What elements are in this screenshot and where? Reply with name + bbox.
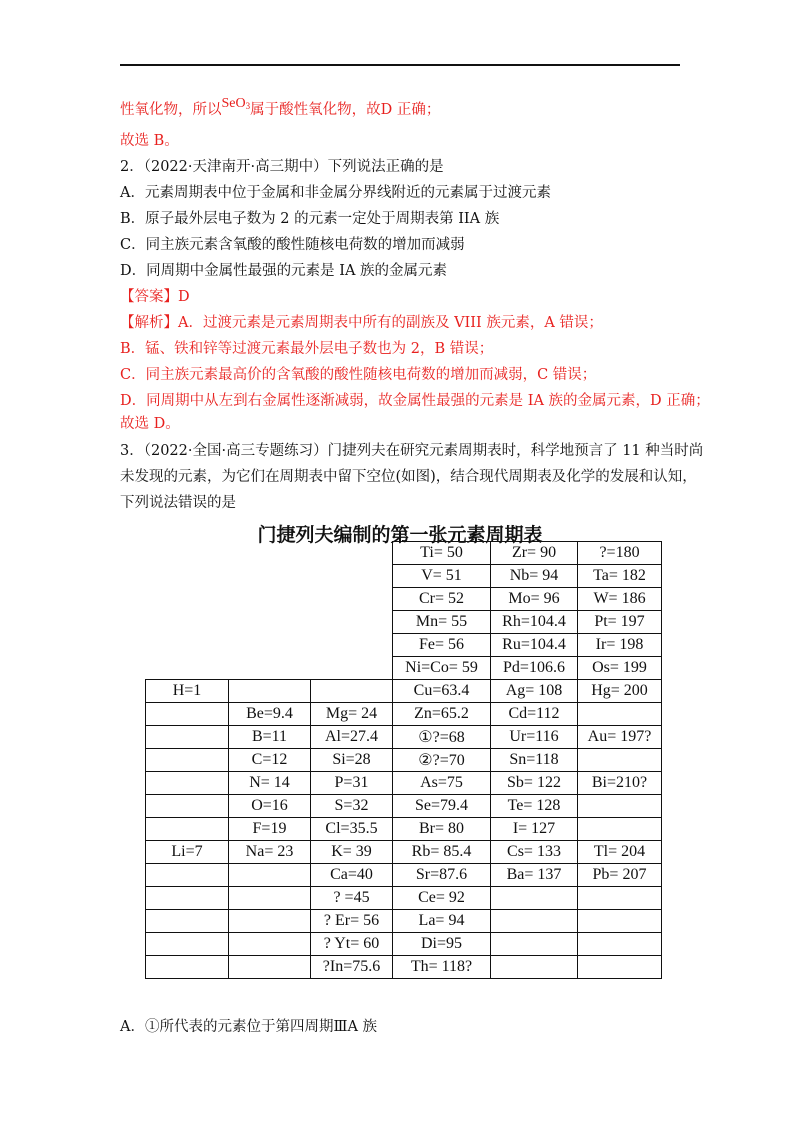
table-row xyxy=(146,933,662,956)
q3-stem-line3: 下列说法错误的是 xyxy=(120,495,236,511)
table-cell: Fe= 56 xyxy=(393,634,491,657)
table-cell xyxy=(146,910,229,933)
table-blank-cell xyxy=(229,657,311,680)
table-cell: Ti= 50 xyxy=(393,542,491,565)
q3-stem-line2: 未发现的元素，为它们在周期表中留下空位(如图)，结合现代周期表及化学的发展和认知， xyxy=(120,469,697,485)
table-cell: Ta= 182 xyxy=(578,565,662,588)
table-cell: V= 51 xyxy=(393,565,491,588)
table-cell: Sn=118 xyxy=(491,749,578,772)
table-cell: As=75 xyxy=(393,772,491,795)
answer-tag: 【答案】 xyxy=(120,289,178,305)
table-cell xyxy=(229,887,311,910)
table-row xyxy=(146,542,662,565)
table-cell: Mn= 55 xyxy=(393,611,491,634)
q2-analysis-a: 【解析】A．过渡元素是元素周期表中所有的副族及 VIII 族元素，A 错误； xyxy=(120,315,603,331)
table-row xyxy=(146,864,662,887)
table-row xyxy=(146,680,662,703)
table-row xyxy=(146,726,662,749)
table-cell xyxy=(146,933,229,956)
table-cell xyxy=(146,864,229,887)
table-row xyxy=(146,611,662,634)
table-cell xyxy=(578,818,662,841)
table-blank-cell xyxy=(146,634,229,657)
table-cell: ?=180 xyxy=(578,542,662,565)
table-cell: ②?=70 xyxy=(393,749,491,772)
table-cell xyxy=(146,726,229,749)
table-blank-cell xyxy=(311,565,393,588)
table-row xyxy=(146,634,662,657)
table-cell: Zr= 90 xyxy=(491,542,578,565)
table-cell xyxy=(229,910,311,933)
table-cell xyxy=(146,818,229,841)
table-cell xyxy=(578,910,662,933)
table-cell: Sb= 122 xyxy=(491,772,578,795)
q2-analysis-b: B．锰、铁和锌等过渡元素最外层电子数也为 2，B 错误； xyxy=(120,341,494,357)
table-cell: Nb= 94 xyxy=(491,565,578,588)
table-cell xyxy=(146,795,229,818)
table-row xyxy=(146,818,662,841)
table-cell: Pb= 207 xyxy=(578,864,662,887)
table-cell xyxy=(146,772,229,795)
table-row xyxy=(146,749,662,772)
table-cell: Be=9.4 xyxy=(229,703,311,726)
table-cell: F=19 xyxy=(229,818,311,841)
table-cell: P=31 xyxy=(311,772,393,795)
table-cell xyxy=(229,933,311,956)
table-blank-cell xyxy=(311,588,393,611)
table-cell xyxy=(578,933,662,956)
table-cell: Al=27.4 xyxy=(311,726,393,749)
table-cell: Pd=106.6 xyxy=(491,657,578,680)
table-cell xyxy=(578,703,662,726)
table-cell: Cu=63.4 xyxy=(393,680,491,703)
table-cell: H=1 xyxy=(146,680,229,703)
table-blank-cell xyxy=(311,542,393,565)
table-row xyxy=(146,588,662,611)
q3-option-a: A．①所代表的元素位于第四周期ⅢA 族 xyxy=(120,1019,378,1035)
table-cell: Te= 128 xyxy=(491,795,578,818)
table-cell: Mo= 96 xyxy=(491,588,578,611)
table-blank-cell xyxy=(146,611,229,634)
table-cell xyxy=(229,956,311,979)
table-blank-cell xyxy=(146,565,229,588)
table-cell: Cr= 52 xyxy=(393,588,491,611)
table-cell xyxy=(146,703,229,726)
table-cell: Ni=Co= 59 xyxy=(393,657,491,680)
table-cell: ? Er= 56 xyxy=(311,910,393,933)
table-cell: Bi=210? xyxy=(578,772,662,795)
q2-option-a: A．元素周期表中位于金属和非金属分界线附近的元素属于过渡元素 xyxy=(120,185,551,201)
table-cell xyxy=(491,956,578,979)
table-cell: Si=28 xyxy=(311,749,393,772)
q2-option-b: B．原子最外层电子数为 2 的元素一定处于周期表第 IIA 族 xyxy=(120,211,500,227)
table-cell: Na= 23 xyxy=(229,841,311,864)
table-cell: Hg= 200 xyxy=(578,680,662,703)
table-cell: Rh=104.4 xyxy=(491,611,578,634)
table-cell: Rb= 85.4 xyxy=(393,841,491,864)
mendeleev-table xyxy=(145,541,662,979)
table-title: 门捷列夫编制的第一张元素周期表 xyxy=(257,524,543,546)
table-cell: Tl= 204 xyxy=(578,841,662,864)
prev-text-start: 性氧化物，所以 xyxy=(120,102,222,118)
table-cell: Th= 118? xyxy=(393,956,491,979)
prev-text-end: 属于酸性氧化物，故D 正确； xyxy=(250,102,441,118)
table-cell: Ir= 198 xyxy=(578,634,662,657)
table-blank-cell xyxy=(311,657,393,680)
table-row xyxy=(146,795,662,818)
table-cell: Cl=35.5 xyxy=(311,818,393,841)
table-row xyxy=(146,565,662,588)
q2-option-c: C．同主族元素含氧酸的酸性随核电荷数的增加而减弱 xyxy=(120,237,465,253)
table-cell: Sr=87.6 xyxy=(393,864,491,887)
table-blank-cell xyxy=(229,565,311,588)
table-cell xyxy=(491,887,578,910)
table-cell: Ru=104.4 xyxy=(491,634,578,657)
table-cell: Ur=116 xyxy=(491,726,578,749)
table-blank-cell xyxy=(229,611,311,634)
table-cell: Di=95 xyxy=(393,933,491,956)
table-cell: Se=79.4 xyxy=(393,795,491,818)
table-row xyxy=(146,772,662,795)
table-blank-cell xyxy=(146,542,229,565)
table-cell: ?In=75.6 xyxy=(311,956,393,979)
table-cell xyxy=(578,795,662,818)
table-cell: La= 94 xyxy=(393,910,491,933)
q2-stem: 2．（2022·天津南开·高三期中）下列说法正确的是 xyxy=(120,159,444,175)
table-cell xyxy=(311,680,393,703)
table-cell: Br= 80 xyxy=(393,818,491,841)
table-cell xyxy=(578,749,662,772)
answer-value: D xyxy=(178,289,190,305)
table-cell: N= 14 xyxy=(229,772,311,795)
table-cell: S=32 xyxy=(311,795,393,818)
table-cell: B=11 xyxy=(229,726,311,749)
table-row xyxy=(146,657,662,680)
table-cell: O=16 xyxy=(229,795,311,818)
table-blank-cell xyxy=(229,542,311,565)
table-cell: Au= 197? xyxy=(578,726,662,749)
table-blank-cell xyxy=(229,588,311,611)
table-cell: ? =45 xyxy=(311,887,393,910)
table-cell xyxy=(491,933,578,956)
table-cell: Ca=40 xyxy=(311,864,393,887)
table-cell xyxy=(491,910,578,933)
table-cell: C=12 xyxy=(229,749,311,772)
table-cell: ①?=68 xyxy=(393,726,491,749)
table-blank-cell xyxy=(146,657,229,680)
table-cell xyxy=(146,956,229,979)
table-cell: Os= 199 xyxy=(578,657,662,680)
table-cell xyxy=(578,956,662,979)
table-cell: Cd=112 xyxy=(491,703,578,726)
prev-conclusion: 故选 B。 xyxy=(120,133,179,149)
table-cell: I= 127 xyxy=(491,818,578,841)
table-cell: Li=7 xyxy=(146,841,229,864)
table-row xyxy=(146,703,662,726)
q2-analysis-c: C．同主族元素最高价的含氧酸的酸性随核电荷数的增加而减弱，C 错误； xyxy=(120,367,597,383)
table-row xyxy=(146,910,662,933)
table-cell xyxy=(229,864,311,887)
table-cell: ? Yt= 60 xyxy=(311,933,393,956)
seo3-formula: SeO$_3$ xyxy=(221,96,251,111)
table-blank-cell xyxy=(229,634,311,657)
table-blank-cell xyxy=(146,588,229,611)
q2-conclusion: 故选 D。 xyxy=(120,416,180,432)
table-cell: Ba= 137 xyxy=(491,864,578,887)
table-row xyxy=(146,887,662,910)
table-cell: Pt= 197 xyxy=(578,611,662,634)
table-cell xyxy=(578,887,662,910)
q2-analysis-d: D．同周期中从左到右金属性逐渐减弱，故金属性最强的元素是 IA 族的金属元素，D 正确； xyxy=(120,393,710,409)
table-blank-cell xyxy=(311,634,393,657)
table-cell xyxy=(146,749,229,772)
table-cell: Zn=65.2 xyxy=(393,703,491,726)
table-cell xyxy=(229,680,311,703)
table-cell: Ag= 108 xyxy=(491,680,578,703)
table-blank-cell xyxy=(311,611,393,634)
table-cell: Ce= 92 xyxy=(393,887,491,910)
header-rule xyxy=(120,64,680,66)
table-cell: Mg= 24 xyxy=(311,703,393,726)
table-cell: W= 186 xyxy=(578,588,662,611)
analysis-tag: 【解析】 xyxy=(120,315,178,331)
q2-answer xyxy=(120,287,190,307)
table-row xyxy=(146,956,662,979)
table-row xyxy=(146,841,662,864)
table-cell xyxy=(146,887,229,910)
q3-stem-line1: 3．（2022·全国·高三专题练习）门捷列夫在研究元素周期表时，科学地预言了 11 种当时尚 xyxy=(120,443,704,459)
table-cell: K= 39 xyxy=(311,841,393,864)
prev-answer-line xyxy=(120,96,441,123)
q2-option-d: D．同周期中金属性最强的元素是 IA 族的金属元素 xyxy=(120,263,448,279)
table-cell: Cs= 133 xyxy=(491,841,578,864)
